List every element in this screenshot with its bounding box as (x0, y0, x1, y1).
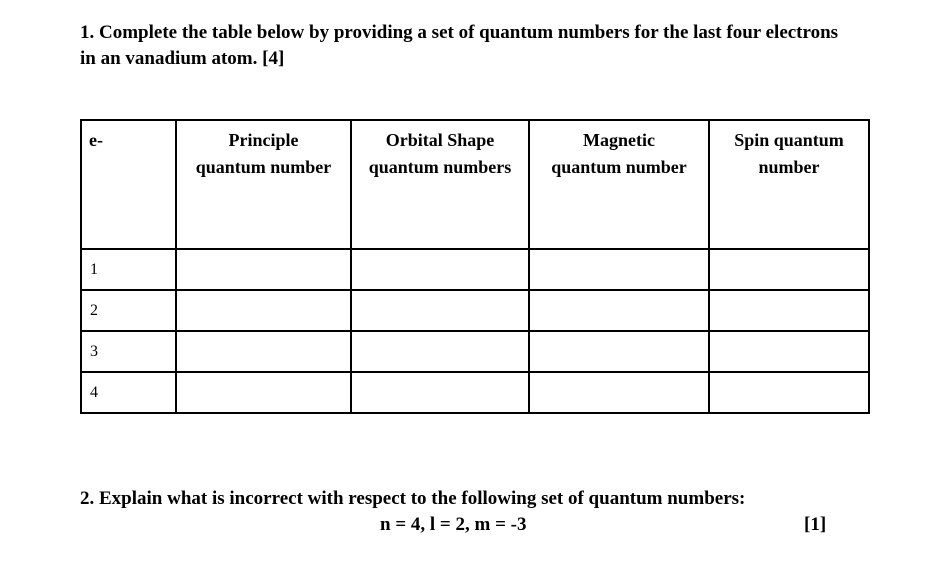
header-principle-line2: quantum number (195, 157, 332, 177)
answer-cell-principle[interactable] (176, 249, 351, 290)
answer-cell-spin[interactable] (709, 290, 869, 331)
answer-cell-magnetic[interactable] (529, 372, 709, 413)
header-spin (709, 120, 869, 249)
answer-cell-magnetic[interactable] (529, 290, 709, 331)
table-header-row (81, 120, 869, 249)
header-principle (176, 120, 351, 249)
answer-cell-principle[interactable] (176, 372, 351, 413)
header-principle-line1: Principle (228, 130, 299, 150)
header-orbital-line2: quantum numbers (368, 157, 512, 177)
answer-cell-principle[interactable] (176, 290, 351, 331)
electron-number-cell: 4 (81, 372, 176, 413)
table-row (81, 290, 869, 331)
table-row (81, 249, 869, 290)
electron-number-cell: 1 (81, 249, 176, 290)
header-orbital-shape (351, 120, 529, 249)
answer-cell-spin[interactable] (709, 372, 869, 413)
question-2-marks: [1] (804, 514, 827, 535)
header-magnetic-line1: Magnetic (583, 130, 655, 150)
answer-cell-spin[interactable] (709, 331, 869, 372)
table-row (81, 372, 869, 413)
answer-cell-principle[interactable] (176, 331, 351, 372)
question-2-equation: n = 4, l = 2, m = -3 (380, 514, 527, 535)
answer-cell-orbital[interactable] (351, 331, 529, 372)
answer-cell-orbital[interactable] (351, 372, 529, 413)
header-spin-line1: Spin quantum (734, 130, 844, 150)
table-row (81, 331, 869, 372)
answer-cell-orbital[interactable] (351, 290, 529, 331)
answer-cell-magnetic[interactable] (529, 249, 709, 290)
header-magnetic (529, 120, 709, 249)
header-magnetic-line2: quantum number (551, 157, 687, 177)
electron-number-cell: 2 (81, 290, 176, 331)
electron-number-cell: 3 (81, 331, 176, 372)
answer-cell-orbital[interactable] (351, 249, 529, 290)
quantum-numbers-table (80, 119, 870, 414)
header-electron (81, 120, 176, 249)
question-1-text: 1. Complete the table below by providing a set of quantum numbers for the last four electrons in an vanadium atom. [4] (80, 22, 839, 69)
header-electron-label: e- (89, 130, 103, 150)
question-2-text: 2. Explain what is incorrect with respect to the following set of quantum numbers: (80, 488, 746, 509)
answer-cell-magnetic[interactable] (529, 331, 709, 372)
header-orbital-line1: Orbital Shape (385, 130, 495, 150)
answer-cell-spin[interactable] (709, 249, 869, 290)
header-spin-line2: number (758, 157, 820, 177)
